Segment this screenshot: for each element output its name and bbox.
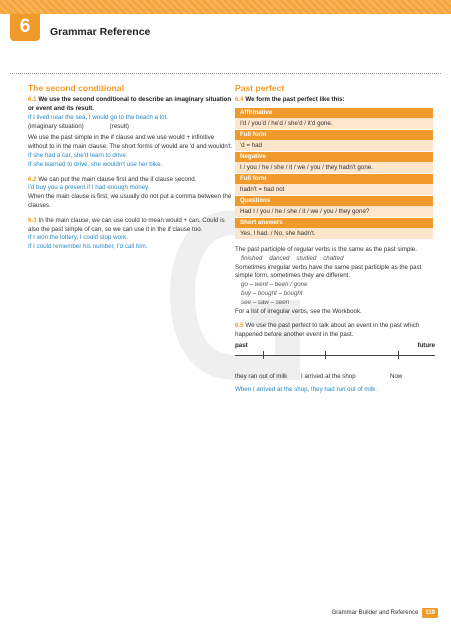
timeline-line bbox=[235, 355, 435, 356]
page-number: 119 bbox=[422, 608, 438, 619]
example-4: I'd buy you a present if I had enough money. bbox=[28, 184, 150, 192]
past-perfect-form-table bbox=[235, 108, 433, 240]
rule-6-1: 6.1 We use the second conditional to describe an imaginary situation or event and its result. bbox=[28, 96, 232, 112]
top-banner bbox=[0, 0, 451, 14]
header-divider bbox=[10, 73, 441, 74]
timeline-labels bbox=[235, 373, 435, 383]
irregular-example-2: buy – bought – bought bbox=[241, 289, 303, 297]
final-example: When I arrived at the shop, they had run out of milk. bbox=[235, 385, 378, 393]
regular-verbs-examples: finished danced studied chatted bbox=[241, 254, 344, 262]
section-heading-past-perfect: Past perfect bbox=[235, 83, 285, 93]
example-3: If she learned to drive, she wouldn't use her bike. bbox=[28, 160, 163, 168]
table-header: Affirmative bbox=[235, 108, 433, 118]
timeline-tick bbox=[398, 351, 399, 359]
rule-6-4: 6.4 We form the past perfect like this: bbox=[235, 96, 345, 104]
timeline-tick bbox=[263, 351, 264, 359]
timeline-event-1: they ran out of milk bbox=[235, 372, 288, 380]
example-6: If I could remember his number, I'd call him. bbox=[28, 243, 148, 251]
participle-para: The past participle of regular verbs is the same as the past simple. bbox=[235, 246, 417, 253]
table-row: Yes, I had. / No, she hadn't. bbox=[235, 228, 433, 240]
timeline-future-label: future bbox=[417, 341, 435, 349]
rule-6-2: 6.2 We can put the main clause first and the if clause second. bbox=[28, 175, 197, 183]
left-column bbox=[28, 82, 233, 252]
table-row: I / you / he / she / it / we / you / they hadn't gone. bbox=[235, 162, 433, 174]
example-6-1: If I lived near the sea, I would go to the beach a lot. bbox=[28, 113, 168, 121]
right-column bbox=[235, 82, 435, 395]
comma-rule-para: When the main clause is first, we usually do not put a comma between the clauses. bbox=[28, 193, 232, 209]
rule-6-3: 6.3 In the main clause, we can use could to mean would + can. Could is also the past simple of can, so we can use it in the if clause too. bbox=[28, 216, 225, 233]
table-row: 'd = had bbox=[235, 140, 433, 152]
page-footer bbox=[332, 608, 438, 618]
table-row: I'd / you'd / he'd / she'd / it'd gone. bbox=[235, 118, 433, 130]
unit-number-tab: 6 bbox=[10, 14, 40, 41]
table-header: Full form bbox=[235, 130, 433, 140]
table-header: Negative bbox=[235, 152, 433, 162]
table-row: hadn't = had not bbox=[235, 184, 433, 196]
timeline-event-2: I arrived at the shop bbox=[301, 372, 356, 380]
table-row: Had I / you / he / she / it / we / you / they gone? bbox=[235, 206, 433, 218]
timeline-past-label: past bbox=[235, 341, 248, 349]
timeline-tick bbox=[325, 351, 326, 359]
example-5: If I won the lottery, I could stop work. bbox=[28, 234, 128, 242]
irregular-example-3: see – saw – seen bbox=[241, 298, 290, 306]
rule-6-5: 6.5 We use the past perfect to talk about an event in the past which happened before another event in the past. bbox=[235, 322, 420, 339]
example-labels: (imaginary situation) (result) bbox=[28, 122, 129, 130]
section-heading-second-conditional: The second conditional bbox=[28, 83, 124, 93]
page-title: Grammar Reference bbox=[50, 26, 151, 38]
timeline-diagram bbox=[235, 342, 435, 370]
workbook-note: For a list of irregular verbs, see the Workbook. bbox=[235, 307, 362, 315]
example-2: If she had a car, she'd learn to drive. bbox=[28, 151, 128, 159]
timeline-now: Now bbox=[390, 372, 403, 380]
table-header: Short answers bbox=[235, 218, 433, 228]
table-header: Questions bbox=[235, 196, 433, 206]
irregular-para: Sometimes irregular verbs have the same past participle as the past simple form, sometimes they are different. bbox=[235, 263, 422, 280]
irregular-example-1: go – went – been / gone bbox=[241, 281, 308, 289]
footer-section-label: Grammar Builder and Reference bbox=[331, 609, 419, 616]
table-header: Full form bbox=[235, 174, 433, 184]
explanation-para: We use the past simple in the if clause and we use would + infinitive without to in the main clause. The short forms of would are 'd and wouldn't. bbox=[28, 134, 233, 151]
